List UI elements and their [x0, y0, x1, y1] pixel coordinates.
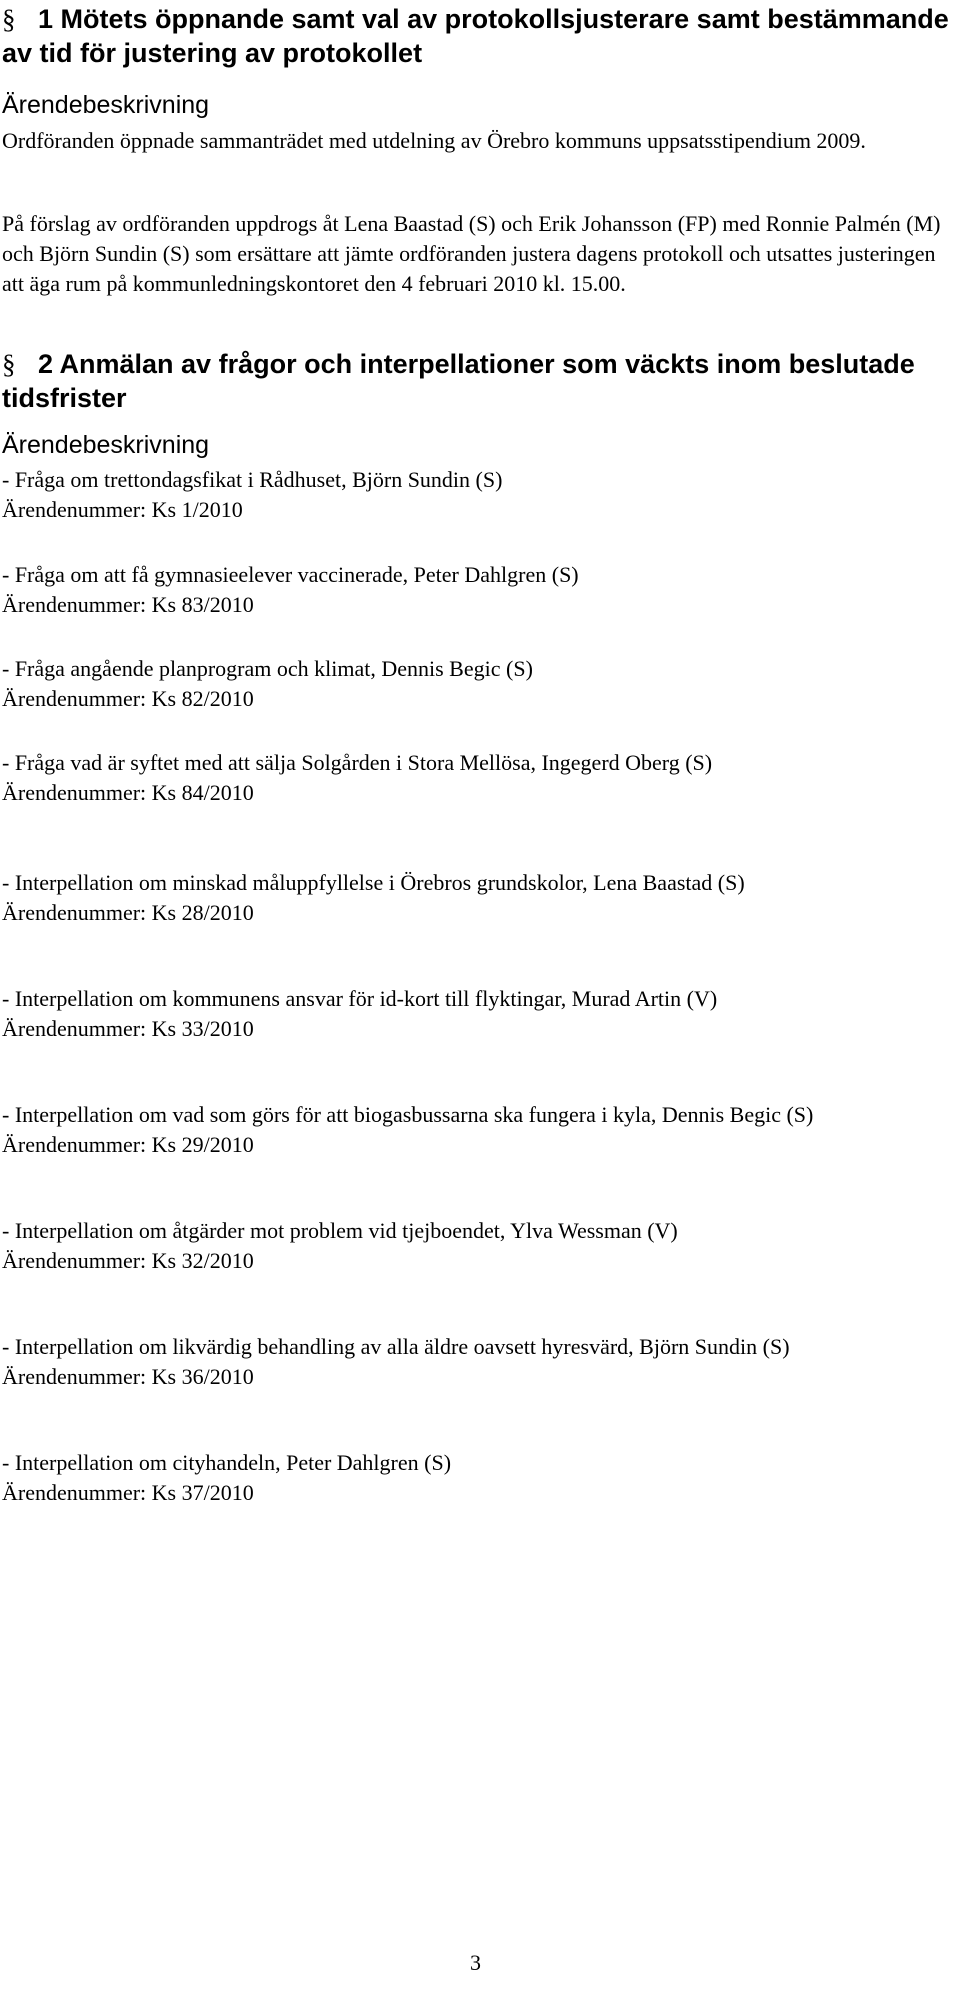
item-text: - Fråga vad är syftet med att sälja Solgården i Stora Mellösa, Ingegerd Oberg (S) — [2, 750, 713, 775]
item-text: - Interpellation om vad som görs för att biogasbussarna ska fungera i kyla, Dennis Begic (S) — [2, 1102, 814, 1127]
item-number: Ärendenummer: Ks 83/2010 — [2, 592, 254, 617]
item-text: - Interpellation om cityhandeln, Peter Dahlgren (S) — [2, 1450, 452, 1475]
section-1-heading — [2, 2, 952, 70]
section-2-title: 2 Anmälan av frågor och interpellationer som väckts inom beslutade tidsfrister — [2, 349, 915, 413]
section-1-paragraph-1: Ordföranden öppnade sammanträdet med utdelning av Örebro kommuns uppsatsstipendium 2009. — [2, 128, 866, 153]
section-symbol: § — [2, 349, 16, 379]
list-item — [2, 1216, 952, 1276]
list-item — [2, 654, 952, 714]
item-text: - Fråga angående planprogram och klimat, Dennis Begic (S) — [2, 656, 533, 681]
item-number: Ärendenummer: Ks 84/2010 — [2, 780, 254, 805]
list-item — [2, 1100, 952, 1160]
list-item — [2, 868, 952, 928]
page-number: 3 — [470, 1950, 481, 1975]
list-item — [2, 984, 952, 1044]
item-number: Ärendenummer: Ks 29/2010 — [2, 1132, 254, 1157]
item-text: - Interpellation om åtgärder mot problem vid tjejboendet, Ylva Wessman (V) — [2, 1218, 678, 1243]
item-text: - Fråga om trettondagsfikat i Rådhuset, Björn Sundin (S) — [2, 467, 503, 492]
item-text: - Fråga om att få gymnasieelever vaccinerade, Peter Dahlgren (S) — [2, 562, 579, 587]
item-number: Ärendenummer: Ks 1/2010 — [2, 497, 243, 522]
item-text: - Interpellation om minskad måluppfyllelse i Örebros grundskolor, Lena Baastad (S) — [2, 870, 745, 895]
item-number: Ärendenummer: Ks 33/2010 — [2, 1016, 254, 1041]
list-item — [2, 560, 952, 620]
list-item — [2, 748, 952, 808]
item-number: Ärendenummer: Ks 28/2010 — [2, 900, 254, 925]
item-number: Ärendenummer: Ks 36/2010 — [2, 1364, 254, 1389]
section-1-title: 1 Mötets öppnande samt val av protokollsjusterare samt bestämmande av tid för justering av protokollet — [2, 4, 949, 68]
item-number: Ärendenummer: Ks 32/2010 — [2, 1248, 254, 1273]
item-number: Ärendenummer: Ks 82/2010 — [2, 686, 254, 711]
list-item — [2, 465, 952, 525]
section-2-heading — [2, 347, 952, 415]
item-text: - Interpellation om kommunens ansvar för id-kort till flyktingar, Murad Artin (V) — [2, 986, 718, 1011]
section-symbol: § — [2, 4, 16, 34]
item-number: Ärendenummer: Ks 37/2010 — [2, 1480, 254, 1505]
section-1-subheading: Ärendebeskrivning — [2, 91, 210, 119]
section-2-subheading: Ärendebeskrivning — [2, 431, 210, 459]
section-1-paragraph-2: På förslag av ordföranden uppdrogs åt Lena Baastad (S) och Erik Johansson (FP) med Ronnie Palmén (M) och Björn Sundin (S) som ersättare att jämte ordföranden justera dagens protokoll och utsattes justeringen att äga rum på kommunledningskontoret den 4 februari 2010 kl. 15.00. — [2, 211, 941, 296]
list-item — [2, 1332, 952, 1392]
list-item — [2, 1448, 952, 1508]
item-text: - Interpellation om likvärdig behandling av alla äldre oavsett hyresvärd, Björn Sundin (S) — [2, 1334, 790, 1359]
